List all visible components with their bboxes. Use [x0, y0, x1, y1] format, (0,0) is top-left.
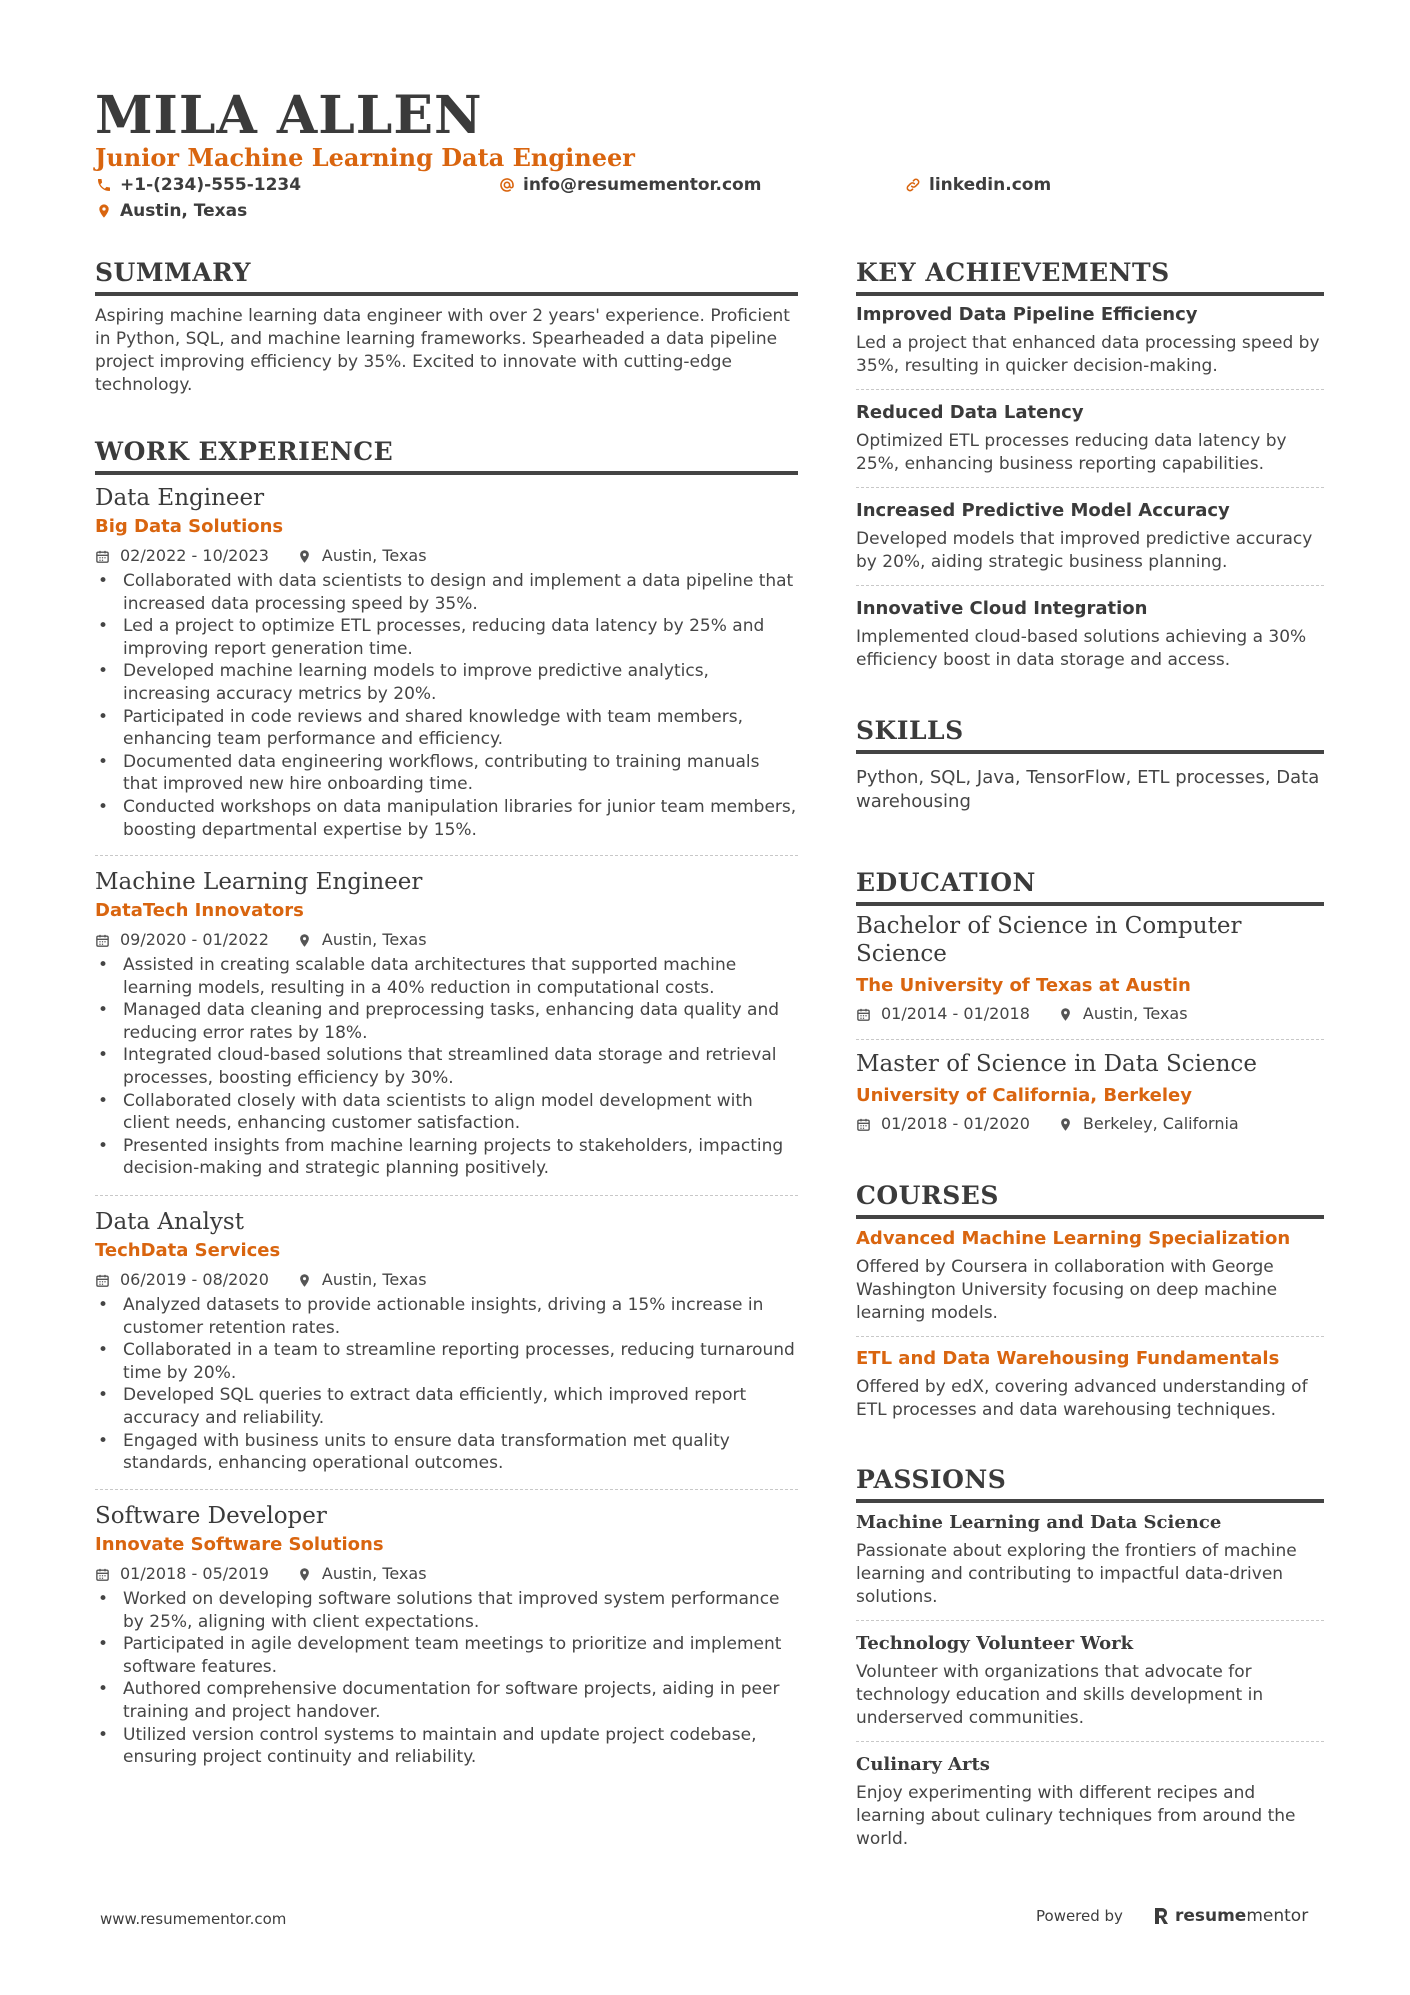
job-dates: 02/2022 - 10/2023: [120, 546, 269, 565]
education-degree: Bachelor of Science in Computer Science: [856, 913, 1242, 967]
calendar-icon: [95, 1273, 110, 1288]
bullet: • Participated in code reviews and shared knowledge with team members, enhancing team performance and efficiency.: [95, 706, 798, 751]
achievement-title: Improved Data Pipeline Efficiency: [856, 304, 1198, 325]
bullet: • Documented data engineering workflows, contributing to training manuals that improved new hire onboarding time.: [95, 751, 798, 796]
bullet: • Collaborated with data scientists to design and implement a data pipeline that increased data processing speed by 35%.: [95, 570, 798, 615]
course-text: Offered by Coursera in collaboration with George Washington University focusing on deep machine learning models.: [856, 1257, 1278, 1323]
passion-title: Technology Volunteer Work: [856, 1633, 1134, 1654]
summary-title: SUMMARY: [95, 256, 798, 296]
course-title: Advanced Machine Learning Specialization: [856, 1228, 1291, 1249]
resumementor-logo-icon: [1153, 1906, 1169, 1926]
contact-phone: [96, 174, 301, 196]
achievement-text: Developed models that improved predictive accuracy by 20%, aiding strategic business planning.: [856, 529, 1313, 572]
passion-item: [856, 1752, 1324, 1851]
achievement-item: [856, 596, 1324, 672]
passions-section: [856, 1463, 1324, 1503]
job-meta: [95, 1562, 798, 1586]
divider: [856, 1620, 1324, 1621]
calendar-icon: [95, 549, 110, 564]
course-item: [856, 1346, 1324, 1422]
powered-by-label: Powered by: [1036, 1907, 1123, 1925]
brand-mentor: mentor: [1246, 1906, 1309, 1926]
divider: [95, 1195, 798, 1196]
course-text: Offered by edX, covering advanced understanding of ETL processes and data warehousing techniques.: [856, 1377, 1308, 1420]
map-pin-icon: [1058, 1117, 1073, 1132]
skills-title: SKILLS: [856, 714, 1324, 754]
contact-linkedin: [905, 174, 1051, 196]
education-meta: [856, 1002, 1324, 1026]
job-dates: 06/2019 - 08/2020: [120, 1270, 269, 1289]
footer-website[interactable]: www.resumementor.com: [100, 1910, 287, 1928]
map-pin-icon: [297, 1567, 312, 1582]
resumementor-logo[interactable]: [1153, 1906, 1308, 1926]
bullet: • Participated in agile development team meetings to prioritize and implement software features.: [95, 1633, 798, 1678]
link-icon: [905, 177, 921, 193]
course-item: [856, 1226, 1324, 1325]
job-entry: [95, 1206, 798, 1475]
calendar-icon: [856, 1117, 871, 1132]
divider: [856, 389, 1324, 390]
job-meta: [95, 1268, 798, 1292]
achievement-title: Innovative Cloud Integration: [856, 598, 1148, 619]
bullet: • Collaborated closely with data scientists to align model development with client needs, enhancing customer satisfaction.: [95, 1090, 798, 1135]
skills-text: Python, SQL, Java, TensorFlow, ETL processes, Data warehousing: [856, 767, 1320, 812]
map-pin-icon: [297, 549, 312, 564]
job-location: Austin, Texas: [321, 1270, 427, 1289]
courses-section: [856, 1179, 1324, 1219]
passion-item: [856, 1631, 1324, 1730]
bullet: • Collaborated in a team to streamline reporting processes, reducing turnaround time by 20%.: [95, 1339, 798, 1384]
map-pin-icon: [297, 933, 312, 948]
bullet: • Assisted in creating scalable data architectures that supported machine learning models, resulting in a 40% reduction in computational costs.: [95, 954, 798, 999]
passion-text: Enjoy experimenting with different recipes and learning about culinary techniques from around the world.: [856, 1783, 1296, 1849]
bullet: • Authored comprehensive documentation for software projects, aiding in peer training and project handover.: [95, 1678, 798, 1723]
bullet: • Worked on developing software solutions that improved system performance by 25%, aligning with client expectations.: [95, 1588, 798, 1633]
passion-title: Machine Learning and Data Science: [856, 1512, 1222, 1533]
divider: [95, 855, 798, 856]
bullet: • Utilized version control systems to maintain and update project codebase, ensuring project continuity and reliability.: [95, 1724, 798, 1769]
job-bullets: [95, 1294, 798, 1475]
job-role: Machine Learning Engineer: [95, 869, 423, 895]
contact-email: [499, 174, 761, 196]
divider: [95, 1489, 798, 1490]
divider: [856, 487, 1324, 488]
education-location: Austin, Texas: [1082, 1004, 1188, 1023]
achievement-text: Implemented cloud-based solutions achieving a 30% efficiency boost in data storage and access.: [856, 627, 1307, 670]
passion-title: Culinary Arts: [856, 1754, 990, 1775]
passion-text: Volunteer with organizations that advocate for technology education and skills development in underserved communities.: [856, 1662, 1264, 1728]
skills-section: [856, 714, 1324, 814]
education-school: The University of Texas at Austin: [856, 975, 1191, 996]
bullet: • Analyzed datasets to provide actionable insights, driving a 15% increase in customer retention rates.: [95, 1294, 798, 1339]
location-text: Austin, Texas: [120, 201, 248, 221]
achievements-title: KEY ACHIEVEMENTS: [856, 256, 1324, 296]
passions-title: PASSIONS: [856, 1463, 1324, 1503]
phone-icon: [96, 177, 112, 193]
bullet: • Engaged with business units to ensure data transformation met quality standards, enhancing operational outcomes.: [95, 1430, 798, 1475]
achievement-item: [856, 498, 1324, 574]
calendar-icon: [95, 933, 110, 948]
job-location: Austin, Texas: [321, 1564, 427, 1583]
achievement-title: Reduced Data Latency: [856, 402, 1084, 423]
calendar-icon: [95, 1567, 110, 1582]
job-bullets: [95, 1588, 798, 1769]
calendar-icon: [856, 1007, 871, 1022]
divider: [856, 585, 1324, 586]
job-location: Austin, Texas: [321, 546, 427, 565]
divider: [856, 1741, 1324, 1742]
job-entry: [95, 866, 798, 1180]
job-entry: [95, 1500, 798, 1769]
map-pin-icon: [1058, 1007, 1073, 1022]
job-dates: 09/2020 - 01/2022: [120, 930, 269, 949]
job-meta: [95, 928, 798, 952]
divider: [856, 1039, 1324, 1040]
linkedin-link[interactable]: linkedin.com: [929, 175, 1052, 195]
job-company: TechData Services: [95, 1240, 281, 1261]
job-bullets: [95, 570, 798, 841]
bullet: • Led a project to optimize ETL processes, reducing data latency by 25% and improving report generation time.: [95, 615, 798, 660]
candidate-name: MILA ALLEN: [95, 85, 483, 146]
experience-title: WORK EXPERIENCE: [95, 435, 798, 475]
job-dates: 01/2018 - 05/2019: [120, 1564, 269, 1583]
contact-location: [96, 200, 247, 222]
footer-powered-by: [1036, 1906, 1308, 1926]
map-pin-icon: [297, 1273, 312, 1288]
achievement-text: Optimized ETL processes reducing data latency by 25%, enhancing business reporting capabilities.: [856, 431, 1287, 474]
location-icon: [96, 203, 112, 219]
bullet: • Developed SQL queries to extract data efficiently, which improved report accuracy and reliability.: [95, 1384, 798, 1429]
job-meta: [95, 544, 798, 568]
email-link[interactable]: info@resumementor.com: [523, 175, 762, 195]
achievement-item: [856, 400, 1324, 476]
achievement-title: Increased Predictive Model Accuracy: [856, 500, 1230, 521]
education-dates: 01/2018 - 01/2020: [881, 1114, 1030, 1133]
bullet: • Managed data cleaning and preprocessing tasks, enhancing data quality and reducing error rates by 18%.: [95, 999, 798, 1044]
candidate-headline: Junior Machine Learning Data Engineer: [95, 143, 635, 172]
bullet: • Integrated cloud-based solutions that streamlined data storage and retrieval processes, boosting efficiency by 30%.: [95, 1044, 798, 1089]
passion-text: Passionate about exploring the frontiers of machine learning and contributing to impactful data-driven solutions.: [856, 1541, 1297, 1607]
education-school: University of California, Berkeley: [856, 1085, 1192, 1106]
education-section: [856, 866, 1324, 906]
bullet: • Conducted workshops on data manipulation libraries for junior team members, boosting departmental expertise by 15%.: [95, 796, 798, 841]
achievements-section: [856, 256, 1324, 296]
job-company: DataTech Innovators: [95, 900, 304, 921]
education-degree: Master of Science in Data Science: [856, 1051, 1257, 1077]
education-dates: 01/2014 - 01/2018: [881, 1004, 1030, 1023]
job-role: Data Engineer: [95, 485, 265, 511]
education-meta: [856, 1112, 1324, 1136]
phone-text[interactable]: +1-(234)-555-1234: [120, 175, 302, 195]
job-entry: [95, 482, 798, 841]
passion-item: [856, 1510, 1324, 1609]
job-location: Austin, Texas: [321, 930, 427, 949]
divider: [856, 1336, 1324, 1337]
education-title: EDUCATION: [856, 866, 1324, 906]
achievement-item: [856, 302, 1324, 378]
bullet: • Presented insights from machine learning projects to stakeholders, impacting decision-making and strategic planning positively.: [95, 1135, 798, 1180]
education-item: [856, 1050, 1324, 1136]
job-role: Data Analyst: [95, 1209, 244, 1235]
experience-section: [95, 435, 798, 475]
education-location: Berkeley, California: [1082, 1114, 1239, 1133]
summary-section: [95, 256, 798, 397]
summary-text: Aspiring machine learning data engineer with over 2 years' experience. Proficient in Python, SQL, and machine learning frameworks. Spearheaded a data pipeline project improving efficiency by 35%. Excited to innovate with cutting-edge technology.: [95, 306, 790, 395]
job-company: Innovate Software Solutions: [95, 1534, 384, 1555]
brand-resume: resume: [1174, 1906, 1247, 1926]
achievement-text: Led a project that enhanced data processing speed by 35%, resulting in quicker decision-making.: [856, 333, 1320, 376]
bullet: • Developed machine learning models to improve predictive analytics, increasing accuracy metrics by 20%.: [95, 660, 798, 705]
job-bullets: [95, 954, 798, 1180]
education-item: [856, 912, 1324, 1026]
at-icon: [499, 177, 515, 193]
job-company: Big Data Solutions: [95, 516, 284, 537]
courses-title: COURSES: [856, 1179, 1324, 1219]
course-title: ETL and Data Warehousing Fundamentals: [856, 1348, 1280, 1369]
job-role: Software Developer: [95, 1503, 327, 1529]
